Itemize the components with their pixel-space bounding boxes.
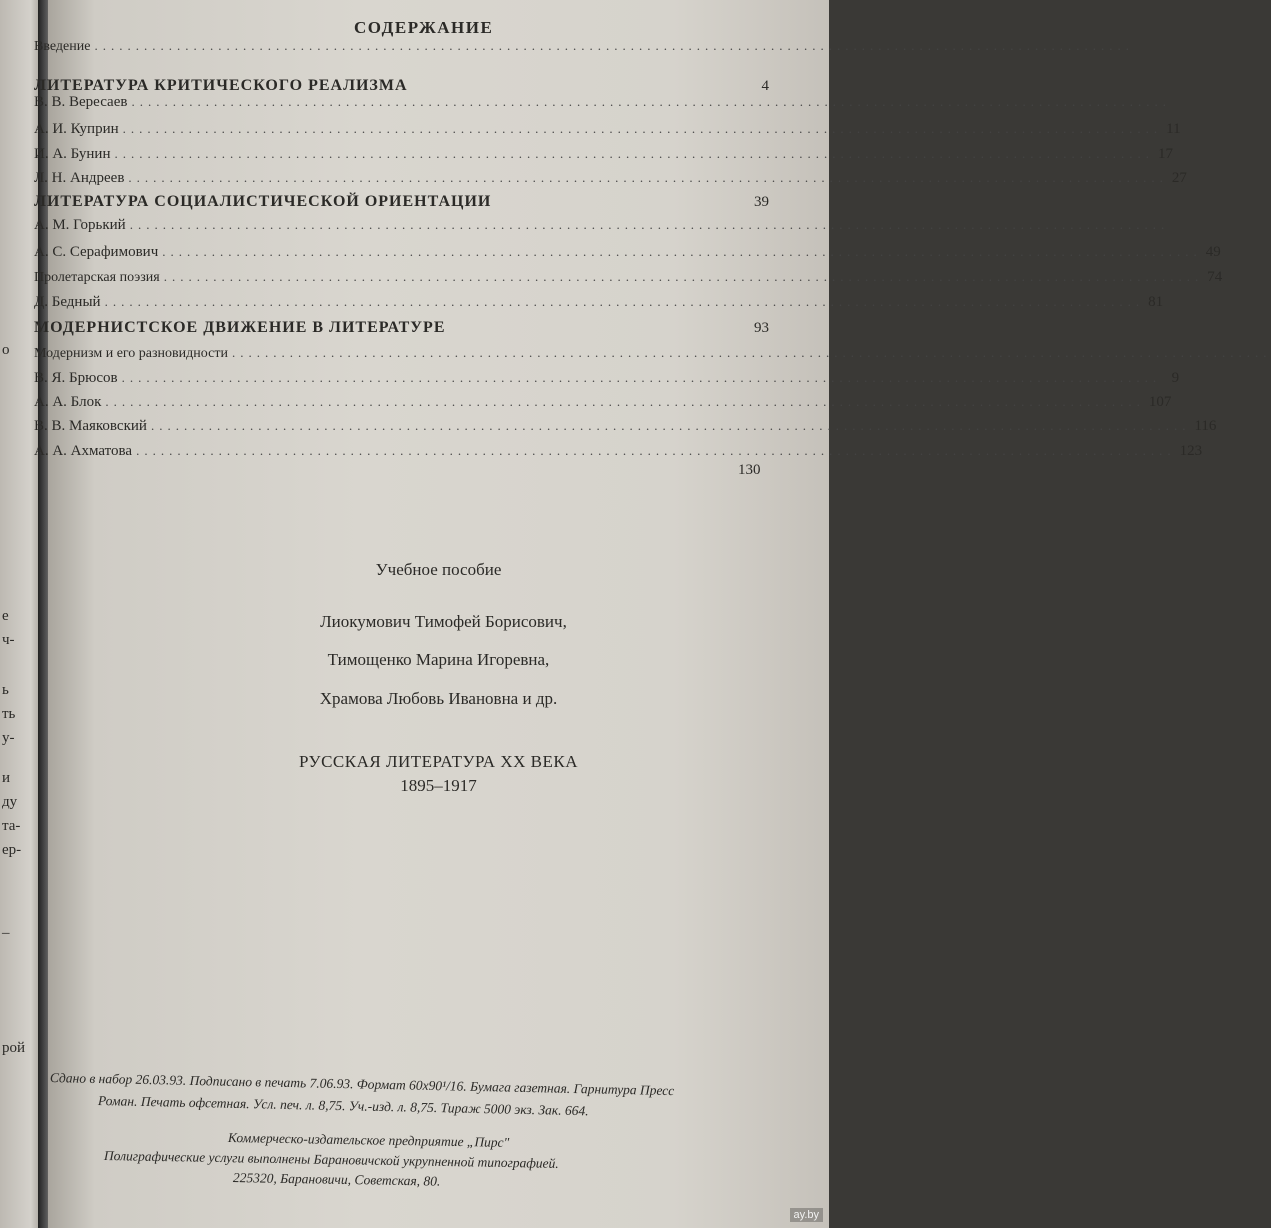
toc-label: А. И. Куприн [34,121,119,137]
toc-label: МОДЕРНИСТСКОЕ ДВИЖЕНИЕ В ЛИТЕРАТУРЕ [34,319,446,336]
toc-page: 107 [1148,394,1172,410]
imprint-line: Коммерческо-издательское предприятие „Пирс" [227,1130,510,1150]
toc-page: 123 [1179,443,1203,459]
toc-row [34,269,1223,291]
book-type: Учебное пособие [375,560,502,579]
toc-page: 116 [1194,418,1217,434]
toc-label: А. А. Блок [34,394,102,410]
toc-page: 11 [1166,121,1181,137]
author-2: Тимощенко Марина Игоревна, [327,650,550,669]
toc-row [34,170,1187,192]
toc-page: 4 [761,78,769,94]
left-page-text: – [2,925,10,941]
left-page-text: и [2,770,11,786]
toc-label: В. Я. Брюсов [34,370,118,386]
left-page-text: ь [2,682,9,698]
toc-dot-leader: .............................................................................................................................. [162,244,1202,259]
left-page-text: е [2,608,9,624]
left-page-text: ч- [2,632,15,648]
toc-label: Модернизм и его разновидности [34,346,228,361]
toc-row [34,319,769,341]
toc-row [34,294,1164,316]
toc-row [34,394,1172,416]
toc-dot-leader: .............................................................................................................................. [129,217,1170,232]
left-page-text: у- [2,730,15,746]
toc-row [34,217,1170,239]
toc-label: Д. Бедный [34,294,101,310]
toc-title: СОДЕРЖАНИЕ [354,18,494,37]
toc-row [34,418,1217,440]
toc-label: А. М. Горький [34,217,126,233]
toc-dot-leader: .............................................................................................................................. [231,345,1271,360]
toc-row [34,94,1171,116]
toc-label: А. А. Ахматова [34,443,133,459]
toc-dot-leader: .............................................................................................................................. [94,38,1134,53]
toc-dot-leader: .............................................................................................................................. [131,94,1171,109]
left-page-text: рой [2,1040,26,1056]
toc-row [34,443,1203,465]
toc-dot-leader: .............................................................................................................................. [150,418,1191,433]
book-title: РУССКАЯ ЛИТЕРАТУРА XX ВЕКА [299,752,578,771]
toc-dot-leader: .............................................................................................................................. [136,443,1176,458]
toc-dot-leader: .............................................................................................................................. [163,269,1204,284]
author-1: Лиокумович Тимофей Борисович, [320,612,567,631]
toc-page: 74 [1207,269,1223,285]
toc-page: 81 [1148,294,1164,310]
toc-label: Л. Н. Андреев [34,170,125,186]
book-years: 1895–1917 [400,776,477,795]
left-page-text: ть [2,706,16,722]
left-page-text: о [2,342,10,358]
toc-row [34,121,1181,143]
toc-row [34,345,1271,367]
toc-label: ЛИТЕРАТУРА СОЦИАЛИСТИЧЕСКОЙ ОРИЕНТАЦИИ [34,193,492,210]
left-page-text: ер- [2,842,22,858]
toc-page: 9 [1171,370,1180,386]
toc-label: В. В. Вересаев [34,94,128,110]
toc-row [34,146,1173,168]
toc-row [34,244,1221,266]
toc-label: И. А. Бунин [34,146,111,162]
toc-page: 39 [754,194,769,210]
toc-label: Пролетарская поэзия [34,270,160,285]
imprint-line: Роман. Печать офсетная. Усл. печ. л. 8,75. Уч.-изд. л. 8,75. Тираж 5000 экз. Зак. 664. [97,1093,589,1119]
imprint-line: 225320, Барановичи, Советская, 80. [232,1170,441,1189]
toc-dot-leader: .............................................................................................................................. [105,394,1145,409]
imprint-line: Полиграфические услуги выполнены Барановичской укрупненной типографией. [103,1148,559,1171]
toc-label: А. С. Серафимович [34,244,159,260]
toc-page: 49 [1205,244,1221,260]
toc-label: В. В. Маяковский [34,418,147,434]
left-page-text: та- [2,818,21,834]
toc-trailing-page: 130 [738,462,761,478]
toc-label: Введение [34,39,91,54]
toc-label: ЛИТЕРАТУРА КРИТИЧЕСКОГО РЕАЛИЗМА [34,77,408,94]
toc-page: 93 [754,320,769,336]
watermark: ay.by [790,1208,823,1222]
toc-row [34,370,1180,392]
left-page-text: ду [2,794,18,810]
toc-page: 17 [1158,146,1173,162]
toc-dot-leader: .............................................................................................................................. [114,146,1154,161]
book-page [34,0,1271,1228]
imprint-line: Сдано в набор 26.03.93. Подписано в печать 7.06.93. Формат 60х90¹/16. Бумага газетная. Гарнитура Пресс [49,1070,675,1099]
toc-dot-leader: .............................................................................................................................. [104,294,1145,309]
toc-dot-leader: .............................................................................................................................. [121,370,1162,385]
toc-dot-leader: .............................................................................................................................. [128,170,1168,185]
toc-row [34,38,1134,60]
author-3: Храмова Любовь Ивановна и др. [319,689,558,708]
toc-dot-leader: .............................................................................................................................. [122,121,1163,136]
toc-row [34,193,769,215]
toc-page: 27 [1171,170,1187,186]
